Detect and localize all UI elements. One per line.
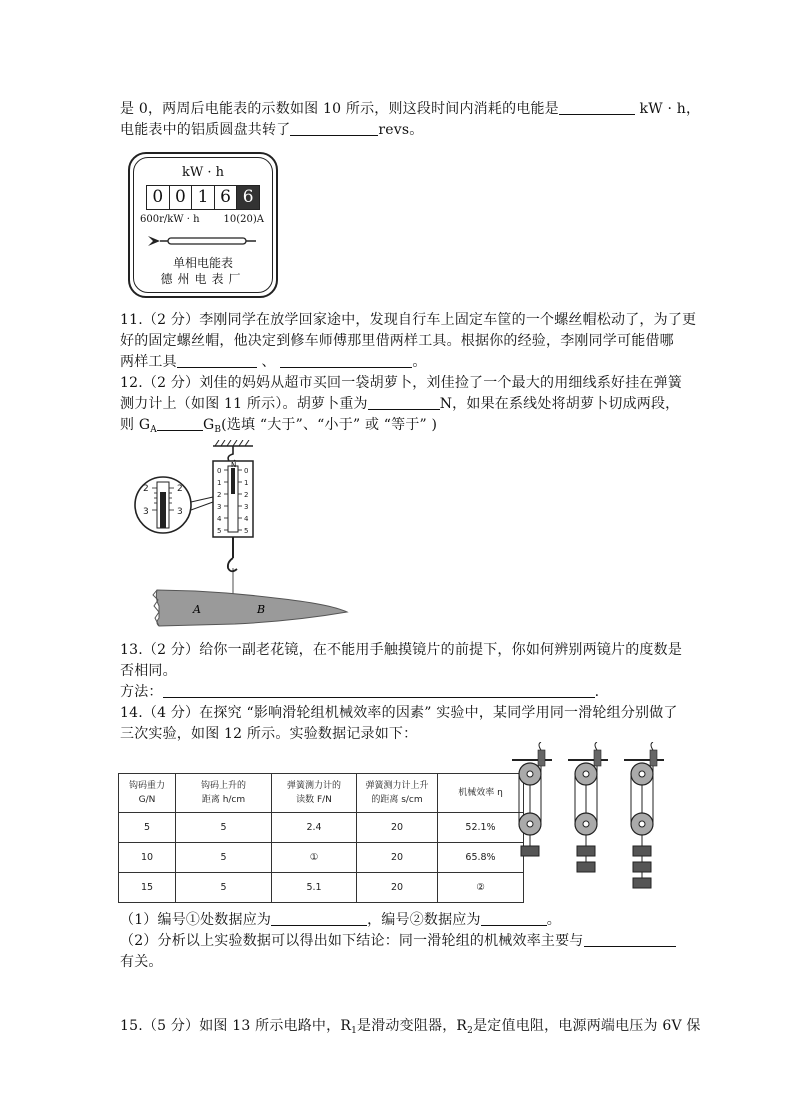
meter-digit: 1 xyxy=(192,186,215,209)
q12-line-3: 则 $G_A$ $G_B$(选填 “大于”、“小于” 或 “等于” ) xyxy=(120,417,438,435)
q14-sub-2: （2）分析以上实验数据可以得出如下结论：同一滑轮组的机械效率主要与 xyxy=(120,932,676,950)
q12-line-1: 12.（2 分）刘佳的妈妈从超市买回一袋胡萝卜，刘佳捡了一个最大的用细线系好挂在弹簧 xyxy=(120,375,683,391)
meter-unit: kW · h xyxy=(181,165,224,180)
answer-blank-compare[interactable] xyxy=(157,416,203,431)
answer-blank-revs[interactable] xyxy=(290,121,378,136)
scale-tick-label: 3 xyxy=(217,503,222,511)
meter-digit: 0 xyxy=(147,186,170,209)
scale-spring-indicator xyxy=(231,468,235,494)
q11-line-3: 两样工具 、 。 xyxy=(120,354,427,370)
q11-line-1: 11.（2 分）李刚同学在放学回家途中，发现自行车上固定车筐的一个螺丝帽松动了，为了更 xyxy=(120,312,697,328)
scale-tick-label: 1 xyxy=(244,479,249,487)
scale-tick-label: 4 xyxy=(244,515,249,523)
q10-line-1: 是 0，两周后电能表的示数如图 10 所示，则这段时间内消耗的电能是 kW · h， xyxy=(120,101,701,117)
table-row: 10 5 ① 20 65.8% xyxy=(119,843,524,873)
scale-tick-label: 3 xyxy=(244,503,249,511)
answer-blank-2[interactable] xyxy=(481,911,547,926)
q13-line-2: 否相同。 xyxy=(120,663,177,679)
pulley-setup-1 xyxy=(512,742,552,856)
q14-line-2: 三次实验，如图 12 所示。实验数据记录如下： xyxy=(120,726,418,742)
carrot-icon xyxy=(156,590,347,626)
table-header-cell: 弹簧测力计上升 的距离 s/cm xyxy=(357,774,438,813)
zoom-label: 3 xyxy=(177,507,183,517)
table-header-cell: 钩码重力 G/N xyxy=(119,774,176,813)
meter-rate: 600r/kW · h xyxy=(140,214,200,225)
meter-name: 单相电能表 xyxy=(172,256,233,270)
q15-line-1: 15.（5 分）如图 13 所示电路中，$R_1$是滑动变阻器，$R_2$是定值电阻，电源两端电压为 6V 保 xyxy=(120,1018,701,1036)
pulley-setup-2 xyxy=(568,742,608,872)
q14-sub-1: （1）编号①处数据应为 ，编号②数据应为 。 xyxy=(120,912,561,928)
electric-meter-figure xyxy=(128,152,278,298)
carrot-part-b: B xyxy=(257,603,266,616)
table-row: 5 5 2.4 20 52.1% xyxy=(119,813,524,843)
scale-tick-label: 2 xyxy=(217,491,222,499)
answer-blank-tool-1[interactable] xyxy=(177,353,257,368)
answer-blank-weight[interactable] xyxy=(368,395,440,410)
q14-line-1: 14.（4 分）在探究 “影响滑轮组机械效率的因素” 实验中，某同学用同一滑轮组分别做了 xyxy=(120,705,678,721)
table-header-cell: 钩码上升的 距离 h/cm xyxy=(176,774,272,813)
pulley-systems-figure xyxy=(508,742,674,908)
table-header-cell: 弹簧测力计的 读数 F/N xyxy=(272,774,357,813)
meter-disk-arrow-icon xyxy=(146,234,258,248)
answer-blank-factor[interactable] xyxy=(584,932,676,947)
zoom-label: 2 xyxy=(177,484,183,494)
scale-tick-label: 0 xyxy=(244,467,249,475)
scale-tick-label: 4 xyxy=(217,515,222,523)
answer-blank-1[interactable] xyxy=(271,911,367,926)
q10-line-2: 电能表中的铝质圆盘共转了 revs。 xyxy=(120,122,424,138)
q13-line-3: 方法： . xyxy=(120,684,600,700)
table-header-row xyxy=(119,774,524,813)
carrot-part-a: A xyxy=(193,603,201,616)
table-header-cell: 机械效率 η xyxy=(438,774,524,813)
spring-scale-figure xyxy=(125,440,365,630)
scale-tick-label: 5 xyxy=(244,527,249,535)
meter-current: 10(20)A xyxy=(223,214,264,225)
scale-unit-label: N xyxy=(231,461,237,469)
meter-digit: 0 xyxy=(170,186,193,209)
answer-blank-method[interactable] xyxy=(163,683,595,698)
zoom-label: 2 xyxy=(143,484,149,494)
scale-tick-label: 0 xyxy=(217,467,222,475)
answer-blank-energy[interactable] xyxy=(559,100,635,115)
table-row: 15 5 5.1 20 ② xyxy=(119,873,524,903)
experiment-data-table xyxy=(118,773,524,903)
q11-line-2: 好的固定螺丝帽，他决定到修车师傅那里借两样工具。根据你的经验，李刚同学可能借哪 xyxy=(120,333,674,349)
answer-blank-tool-2[interactable] xyxy=(280,353,412,368)
scale-tick-label: 1 xyxy=(217,479,222,487)
meter-digit-decimal: 6 xyxy=(237,186,259,209)
meter-digit: 6 xyxy=(215,186,238,209)
zoom-label: 3 xyxy=(143,507,149,517)
q14-sub-2-end: 有关。 xyxy=(120,954,163,970)
meter-digit-window xyxy=(146,185,260,210)
scale-tick-label: 5 xyxy=(217,527,222,535)
q13-line-1: 13.（2 分）给你一副老花镜，在不能用手触摸镜片的前提下，你如何辨别两镜片的度数是 xyxy=(120,642,683,658)
pulley-setup-3 xyxy=(624,742,664,888)
scale-tick-label: 2 xyxy=(244,491,249,499)
meter-maker: 德州电表厂 xyxy=(160,272,246,286)
q12-line-2: 测力计上（如图 11 所示）。胡萝卜重为 N，如果在系线处将胡萝卜切成两段， xyxy=(120,396,680,412)
